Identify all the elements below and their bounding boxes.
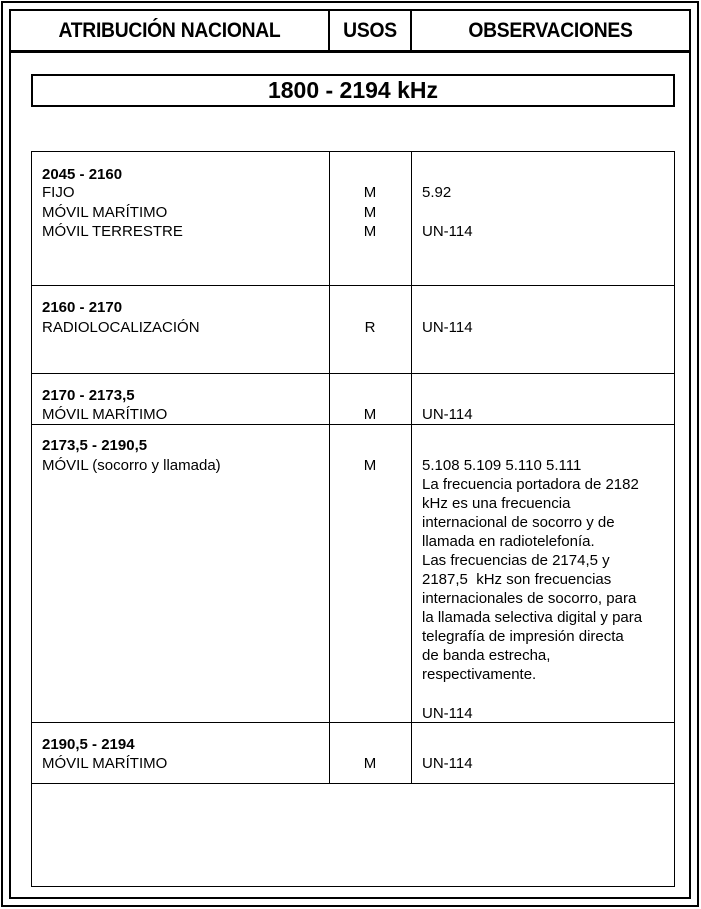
observation-note: internacionales de socorro, para [422, 590, 637, 607]
observation-note: 5.108 5.109 5.110 5.111 [422, 457, 582, 474]
band-title: 1800 - 2194 kHz [31, 74, 675, 107]
service-name: MÓVIL (socorro y llamada) [42, 457, 221, 474]
service-name: MÓVIL MARÍTIMO [42, 406, 168, 423]
observation-note: la llamada selectiva digital y para [422, 609, 643, 626]
usos-code: M [363, 223, 377, 240]
observation-note: de banda estrecha, [422, 647, 551, 664]
row-range: 2190,5 - 2194 [42, 736, 135, 753]
observation-note: internacional de socorro y de [422, 514, 615, 531]
service-name: MÓVIL TERRESTRE [42, 223, 183, 240]
usos-code: M [363, 204, 377, 221]
header-column-divider [410, 9, 412, 52]
row-range: 2173,5 - 2190,5 [42, 437, 148, 454]
row-divider [31, 424, 675, 425]
observation-note: respectivamente. [422, 666, 537, 683]
observation-note: telegrafía de impresión directa [422, 628, 624, 645]
row-range: 2045 - 2160 [42, 166, 123, 183]
header-column-divider [328, 9, 330, 52]
service-name: RADIOLOCALIZACIÓN [42, 319, 200, 336]
table-column-divider [411, 151, 412, 783]
header-usos: USOS [343, 19, 397, 42]
row-range: 2160 - 2170 [42, 299, 123, 316]
header-observaciones: OBSERVACIONES [468, 19, 633, 42]
usos-code: M [363, 184, 377, 201]
observation-note: kHz es una frecuencia [422, 495, 571, 512]
observation-note: llamada en radiotelefonía. [422, 533, 595, 550]
observation-note: UN-114 [422, 705, 473, 722]
usos-code: M [363, 457, 377, 474]
row-divider [31, 722, 675, 723]
observation-note: UN-114 [422, 406, 473, 423]
row-divider [31, 373, 675, 374]
observation-note: 5.92 [422, 184, 452, 201]
observation-note: UN-114 [422, 755, 473, 772]
row-divider [31, 285, 675, 286]
observation-note: Las frecuencias de 2174,5 y [422, 552, 610, 569]
observation-note: UN-114 [422, 319, 473, 336]
row-divider [31, 783, 675, 784]
observation-note: La frecuencia portadora de 2182 [422, 476, 639, 493]
observation-note: UN-114 [422, 223, 473, 240]
row-range: 2170 - 2173,5 [42, 387, 135, 404]
usos-code: M [363, 755, 377, 772]
service-name: MÓVIL MARÍTIMO [42, 755, 168, 772]
header-atribucion: ATRIBUCIÓN NACIONAL [58, 19, 281, 42]
service-name: MÓVIL MARÍTIMO [42, 204, 168, 221]
service-name: FIJO [42, 184, 75, 201]
observation-note: 2187,5 kHz son frecuencias [422, 571, 612, 588]
usos-code: M [363, 406, 377, 423]
usos-code: R [364, 319, 376, 336]
